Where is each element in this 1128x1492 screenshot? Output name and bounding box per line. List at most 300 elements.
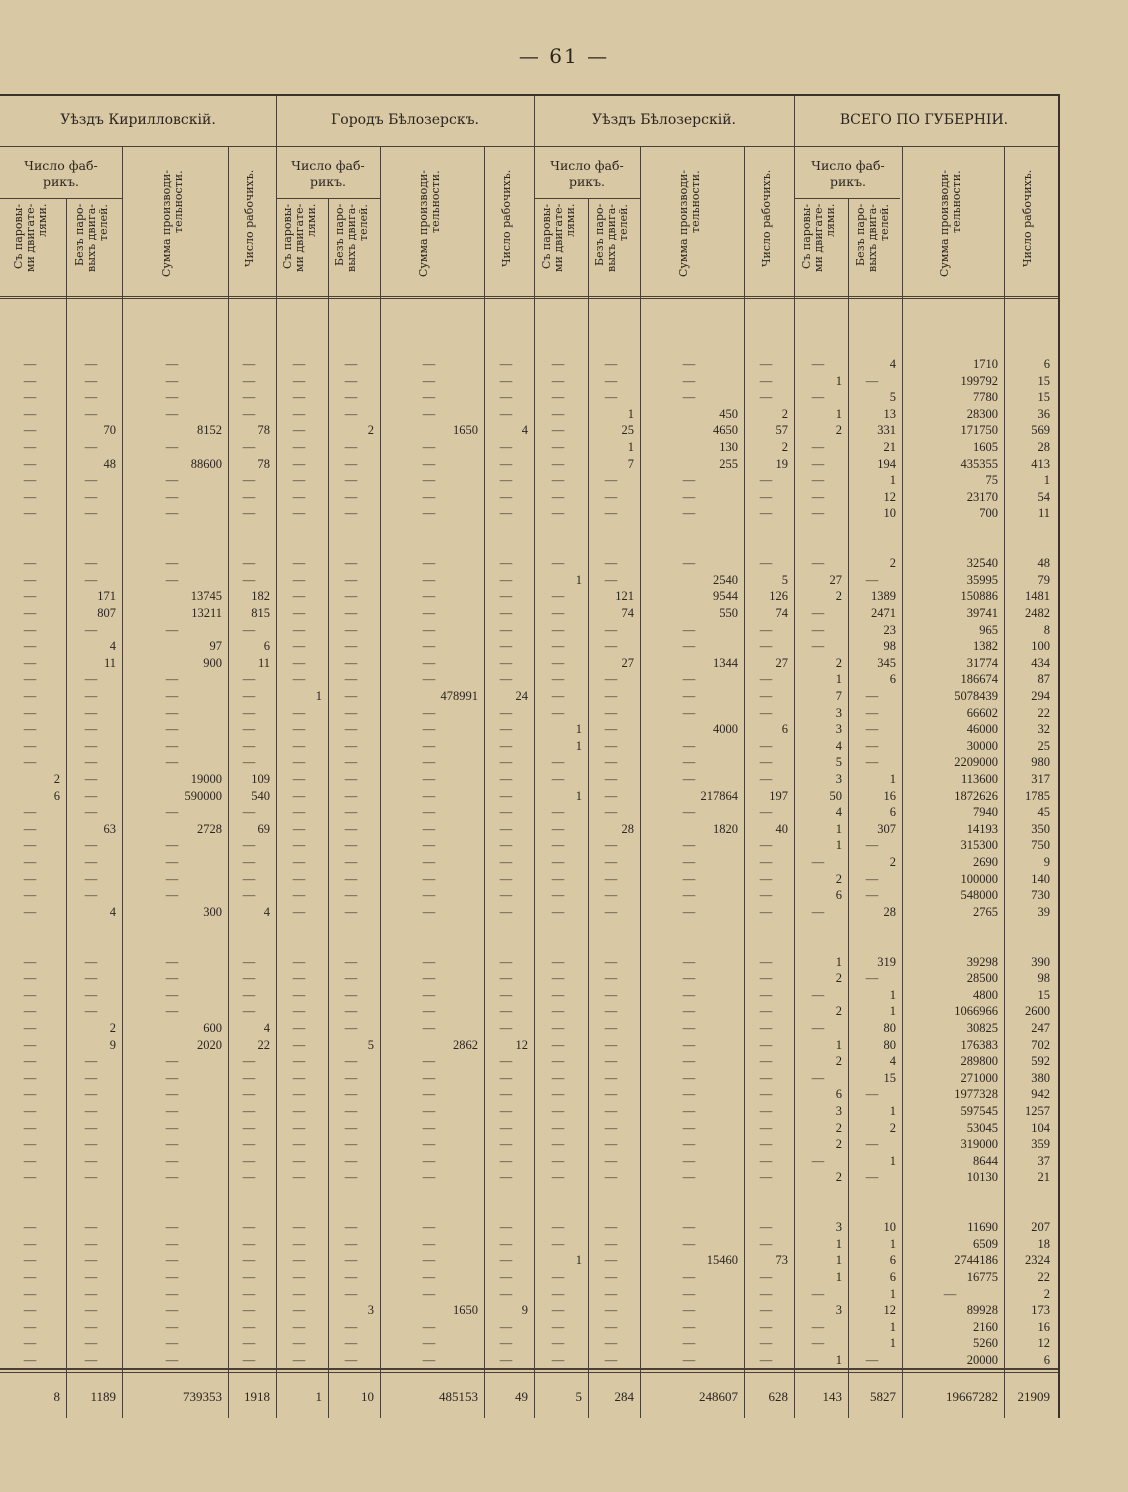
total-cell: 143 — [822, 1389, 842, 1404]
table-cell: — — [551, 606, 565, 620]
table-cell: — — [242, 755, 256, 770]
table-cell: 307 — [877, 821, 896, 836]
table-cell: — — [499, 606, 513, 620]
table-cell — [588, 522, 634, 538]
table-cell: — — [604, 954, 618, 969]
table-cell: 1 — [835, 1236, 842, 1251]
total-cell: 19667282 — [946, 1389, 998, 1404]
table-cell — [1004, 1186, 1050, 1202]
table-cell: — — [422, 821, 436, 836]
table-cell: 21 — [1037, 1170, 1050, 1185]
table-cell: — — [551, 755, 565, 770]
table-cell: — — [422, 954, 436, 969]
table-cell: — — [682, 904, 696, 919]
table-cell: — — [422, 606, 436, 620]
table-cell: — — [682, 357, 696, 371]
table-cell: — — [84, 672, 98, 687]
table-cell: 1 — [889, 772, 896, 786]
table-cell: — — [499, 1170, 513, 1185]
table-cell: — — [865, 738, 879, 753]
table-cell: — — [759, 755, 773, 770]
table-row — [0, 1136, 1058, 1152]
table-cell: — — [551, 639, 565, 654]
table-row — [0, 1219, 1058, 1235]
table-cell — [122, 920, 222, 936]
table-cell: — — [759, 489, 773, 504]
table-row — [0, 622, 1058, 638]
table-cell: — — [759, 888, 773, 903]
table-cell: — — [23, 622, 37, 637]
table-cell: 10 — [883, 506, 896, 521]
table-cell: — — [23, 672, 37, 687]
table-cell: 45 — [1037, 805, 1050, 820]
table-cell: — — [551, 855, 565, 869]
total-cell: 8 — [53, 1389, 60, 1404]
table-row — [0, 505, 1058, 521]
table-cell: — — [84, 1319, 98, 1334]
table-cell: 10130 — [966, 1170, 998, 1185]
table-cell: — — [551, 705, 565, 720]
table-cell: — — [165, 1336, 179, 1351]
table-cell — [640, 522, 738, 538]
table-cell: — — [84, 406, 98, 421]
table-cell: 98 — [883, 639, 896, 654]
table-cell: — — [551, 440, 565, 454]
table-cell: — — [165, 556, 179, 571]
table-cell: 478991 — [440, 689, 478, 703]
table-cell: 25 — [1037, 738, 1050, 753]
table-cell: — — [165, 971, 179, 986]
table-cell: — — [23, 689, 37, 703]
table-cell: 32540 — [966, 556, 998, 571]
table-cell: — — [422, 1270, 436, 1284]
table-row — [0, 1335, 1058, 1351]
table-cell: — — [292, 1070, 306, 1085]
table-cell: 27 — [775, 655, 788, 670]
table-cell: 2471 — [871, 606, 896, 620]
table-cell: — — [23, 838, 37, 853]
table-cell: — — [811, 357, 825, 371]
table-cell: — — [23, 357, 37, 371]
table-cell: — — [23, 1319, 37, 1334]
table-cell: — — [242, 506, 256, 521]
table-cell: 1 — [889, 1336, 896, 1351]
table-cell: — — [242, 622, 256, 637]
table-cell: — — [551, 489, 565, 504]
table-cell: — — [422, 373, 436, 388]
table-cell: 1 — [835, 373, 842, 388]
table-cell: — — [759, 1220, 773, 1235]
table-cell: 176383 — [960, 1037, 998, 1052]
table-cell: — — [499, 788, 513, 803]
table-cell: 1 — [835, 821, 842, 836]
table-cell: — — [344, 722, 358, 737]
table-cell: 27 — [621, 655, 634, 670]
table-cell: — — [165, 888, 179, 903]
table-row — [0, 1252, 1058, 1268]
table-cell: — — [682, 1270, 696, 1284]
table-cell: 15 — [1037, 373, 1050, 388]
table-cell: — — [242, 1236, 256, 1251]
table-cell: — — [682, 1286, 696, 1301]
table-cell: — — [422, 772, 436, 786]
table-cell: — — [499, 1319, 513, 1334]
table-cell: 13 — [883, 406, 896, 421]
steam-engine-header: Съ паровы- ми двигате- лями. — [281, 204, 318, 273]
table-cell: 1344 — [713, 655, 738, 670]
table-cell: 730 — [1031, 888, 1050, 903]
table-cell: — — [292, 489, 306, 504]
table-cell: — — [23, 1037, 37, 1052]
table-cell: — — [682, 1104, 696, 1118]
table-cell: 21 — [883, 440, 896, 454]
table-cell: 2862 — [453, 1037, 478, 1052]
table-cell: — — [682, 987, 696, 1002]
table-cell: — — [242, 1220, 256, 1235]
table-cell: — — [811, 606, 825, 620]
table-cell: — — [499, 1253, 513, 1268]
table-cell — [794, 937, 842, 953]
table-cell — [848, 1186, 896, 1202]
table-cell — [0, 539, 60, 555]
table-cell: — — [344, 689, 358, 703]
factories-header: Число фаб- рикъ. — [550, 158, 624, 189]
table-cell: — — [811, 904, 825, 919]
table-cell: — — [499, 1004, 513, 1019]
table-cell: 2 — [1043, 1286, 1050, 1301]
table-cell: — — [551, 1319, 565, 1334]
table-cell: — — [811, 1319, 825, 1334]
table-cell: 1 — [835, 1037, 842, 1052]
table-cell — [228, 522, 270, 538]
table-cell: — — [344, 1120, 358, 1135]
table-cell: — — [865, 838, 879, 853]
table-cell: — — [422, 1104, 436, 1118]
table-cell: 11 — [257, 655, 270, 670]
table-cell: — — [344, 1070, 358, 1085]
table-cell: — — [759, 1004, 773, 1019]
table-cell: — — [84, 1104, 98, 1118]
table-row — [0, 1053, 1058, 1069]
table-cell: — — [165, 572, 179, 587]
table-cell: 2744186 — [954, 1253, 998, 1268]
table-cell: — — [84, 1054, 98, 1069]
table-cell: 1 — [575, 738, 582, 753]
table-cell: — — [604, 639, 618, 654]
table-cell: — — [759, 1286, 773, 1301]
table-cell: — — [84, 373, 98, 388]
table-row — [0, 1153, 1058, 1169]
table-cell: — — [422, 1336, 436, 1351]
table-cell — [380, 1186, 478, 1202]
table-cell: — — [422, 589, 436, 604]
table-cell: 70 — [103, 423, 116, 438]
table-cell: — — [682, 971, 696, 986]
table-cell: — — [165, 738, 179, 753]
table-cell: — — [165, 805, 179, 820]
table-cell: — — [499, 1104, 513, 1118]
table-cell — [588, 920, 634, 936]
table-cell — [744, 920, 788, 936]
table-cell: — — [811, 1021, 825, 1035]
table-cell: — — [499, 1236, 513, 1251]
table-cell: — — [165, 672, 179, 687]
table-cell: 104 — [1031, 1120, 1050, 1135]
table-cell: 1 — [627, 440, 634, 454]
table-cell: — — [551, 1353, 565, 1367]
table-cell — [848, 920, 896, 936]
table-cell: — — [811, 456, 825, 471]
table-cell: 98 — [1037, 971, 1050, 986]
table-cell: 1 — [575, 1253, 582, 1268]
table-row — [0, 422, 1058, 438]
table-cell: 100 — [1031, 639, 1050, 654]
table-cell: — — [682, 1120, 696, 1135]
table-cell: 39741 — [966, 606, 998, 620]
table-cell: — — [23, 1137, 37, 1152]
table-cell: — — [23, 1236, 37, 1251]
table-cell: — — [604, 1070, 618, 1085]
table-cell — [380, 920, 478, 936]
table-cell: — — [292, 1220, 306, 1235]
table-cell: — — [422, 904, 436, 919]
table-cell — [534, 539, 582, 555]
table-cell — [640, 1186, 738, 1202]
table-cell: 11 — [1037, 506, 1050, 521]
table-cell: — — [344, 589, 358, 604]
table-cell: — — [84, 506, 98, 521]
table-cell — [122, 539, 222, 555]
table-cell: 1481 — [1025, 589, 1050, 604]
table-cell: — — [759, 1054, 773, 1069]
table-cell — [848, 937, 896, 953]
table-cell: — — [242, 738, 256, 753]
table-cell: 28 — [621, 821, 634, 836]
table-row — [0, 821, 1058, 837]
table-cell: 9 — [1043, 855, 1050, 869]
table-row — [0, 887, 1058, 903]
table-cell: 207 — [1031, 1220, 1050, 1235]
table-cell: — — [422, 888, 436, 903]
table-cell: — — [344, 406, 358, 421]
table-cell: — — [604, 1220, 618, 1235]
table-cell: — — [682, 390, 696, 405]
table-cell: — — [682, 738, 696, 753]
table-cell: 11690 — [967, 1220, 998, 1235]
table-cell: — — [23, 390, 37, 405]
no-steam-engine-header: Безъ паро- выхъ двига- телей. — [333, 204, 370, 272]
table-cell: 2 — [835, 1137, 842, 1152]
table-cell: — — [811, 1070, 825, 1085]
table-cell: — — [865, 1353, 879, 1367]
table-cell: 2 — [889, 855, 896, 869]
table-cell — [380, 1203, 478, 1219]
table-cell: 15460 — [706, 1253, 738, 1268]
table-cell: 2 — [889, 556, 896, 571]
table-cell: — — [84, 987, 98, 1002]
table-cell: — — [84, 1087, 98, 1102]
table-cell: 600 — [203, 1021, 222, 1035]
table-cell: — — [292, 871, 306, 886]
table-cell: — — [242, 838, 256, 853]
table-row — [0, 1352, 1058, 1368]
table-cell: — — [551, 1336, 565, 1351]
table-cell: — — [759, 1303, 773, 1318]
table-cell: — — [242, 572, 256, 587]
table-cell — [848, 539, 896, 555]
table-cell: — — [84, 954, 98, 969]
table-cell — [1004, 539, 1050, 555]
table-cell: — — [344, 1153, 358, 1168]
table-cell: — — [344, 838, 358, 853]
table-cell: — — [165, 622, 179, 637]
table-cell: — — [292, 506, 306, 521]
table-cell: — — [422, 1120, 436, 1135]
table-cell: — — [344, 738, 358, 753]
table-cell: — — [499, 855, 513, 869]
table-cell — [228, 937, 270, 953]
table-cell: 5 — [781, 572, 788, 587]
table-cell: — — [165, 1170, 179, 1185]
table-cell: 75 — [985, 473, 998, 488]
table-cell: 53045 — [966, 1120, 998, 1135]
table-cell: — — [682, 1353, 696, 1367]
table-cell: — — [292, 788, 306, 803]
table-cell: — — [551, 1153, 565, 1168]
table-cell: — — [165, 1054, 179, 1069]
table-cell: — — [23, 1170, 37, 1185]
table-cell: — — [23, 1270, 37, 1284]
table-cell: 2 — [835, 971, 842, 986]
table-cell: — — [499, 1270, 513, 1284]
table-cell: — — [759, 805, 773, 820]
table-cell: — — [422, 639, 436, 654]
table-cell: — — [242, 390, 256, 405]
table-cell: 1 — [835, 1253, 842, 1268]
table-cell: — — [84, 755, 98, 770]
table-cell: — — [499, 954, 513, 969]
table-cell: — — [344, 788, 358, 803]
table-cell: — — [604, 1054, 618, 1069]
table-cell: — — [759, 672, 773, 687]
table-cell — [328, 1203, 374, 1219]
table-cell: — — [344, 705, 358, 720]
table-cell: — — [84, 1170, 98, 1185]
table-cell: 315300 — [960, 838, 998, 853]
table-cell: — — [292, 1137, 306, 1152]
table-cell: 5078439 — [954, 689, 998, 703]
table-cell — [794, 539, 842, 555]
table-cell: — — [84, 556, 98, 571]
table-cell — [794, 1203, 842, 1219]
table-cell: 8 — [1043, 622, 1050, 637]
table-cell — [0, 522, 60, 538]
table-cell: — — [499, 1353, 513, 1367]
table-cell: — — [682, 954, 696, 969]
table-cell: 1 — [1043, 473, 1050, 488]
table-cell — [122, 1203, 222, 1219]
table-cell: — — [23, 705, 37, 720]
table-cell: — — [682, 1170, 696, 1185]
table-cell: — — [422, 390, 436, 405]
table-cell: 87 — [1037, 672, 1050, 687]
table-cell: — — [604, 373, 618, 388]
table-cell — [1004, 920, 1050, 936]
table-cell: — — [604, 772, 618, 786]
table-cell: 12 — [883, 1303, 896, 1318]
table-cell: 78 — [257, 423, 270, 438]
table-cell — [66, 937, 116, 953]
table-cell: — — [604, 622, 618, 637]
table-cell: — — [84, 1253, 98, 1268]
table-cell — [380, 937, 478, 953]
table-cell: 980 — [1031, 755, 1050, 770]
table-cell: — — [242, 357, 256, 371]
table-cell: — — [165, 373, 179, 388]
table-cell: — — [811, 489, 825, 504]
table-cell: — — [165, 1353, 179, 1367]
table-cell: 1785 — [1025, 788, 1050, 803]
table-row — [0, 588, 1058, 604]
table-cell: 900 — [203, 655, 222, 670]
table-cell: — — [551, 772, 565, 786]
table-cell: — — [811, 556, 825, 571]
table-cell: 14193 — [966, 821, 998, 836]
table-cell: 1 — [889, 987, 896, 1002]
total-cell: 21909 — [1017, 1389, 1050, 1404]
table-row — [0, 671, 1058, 687]
table-cell: 2209000 — [954, 755, 998, 770]
table-cell: — — [499, 755, 513, 770]
group-title-belozersk-town: Городъ Бѣлозерскъ. — [331, 112, 479, 128]
table-cell: 13745 — [190, 589, 222, 604]
table-cell: 79 — [1037, 572, 1050, 587]
table-cell: — — [344, 456, 358, 471]
factories-rule — [794, 198, 900, 199]
no-steam-engine-header: Безъ паро- выхъ двига- телей. — [854, 204, 891, 272]
table-cell: 6 — [263, 639, 270, 654]
table-cell — [328, 920, 374, 936]
table-cell: — — [242, 1120, 256, 1135]
table-cell: — — [759, 1137, 773, 1152]
table-cell: 12 — [515, 1037, 528, 1052]
table-cell: — — [165, 1004, 179, 1019]
table-cell: — — [242, 1087, 256, 1102]
table-cell: — — [23, 373, 37, 388]
table-cell: 4 — [835, 805, 842, 820]
table-cell — [66, 1203, 116, 1219]
steam-engine-header: Съ паровы- ми двигате- лями. — [12, 204, 49, 273]
table-cell — [848, 522, 896, 538]
table-cell: — — [23, 1021, 37, 1035]
table-cell: 197 — [769, 788, 788, 803]
table-cell: — — [499, 1021, 513, 1035]
table-cell: — — [682, 1021, 696, 1035]
table-cell: 2 — [781, 406, 788, 421]
table-cell: — — [23, 904, 37, 919]
table-cell: 15 — [1037, 390, 1050, 405]
table-cell: — — [499, 987, 513, 1002]
table-cell: — — [23, 556, 37, 571]
table-cell: — — [84, 473, 98, 488]
table-cell: 1 — [889, 1319, 896, 1334]
table-cell: — — [344, 1353, 358, 1367]
table-cell: — — [682, 1236, 696, 1251]
table-cell: 359 — [1031, 1137, 1050, 1152]
table-cell: — — [344, 1253, 358, 1268]
table-cell: 23 — [883, 622, 896, 637]
table-row — [0, 389, 1058, 405]
